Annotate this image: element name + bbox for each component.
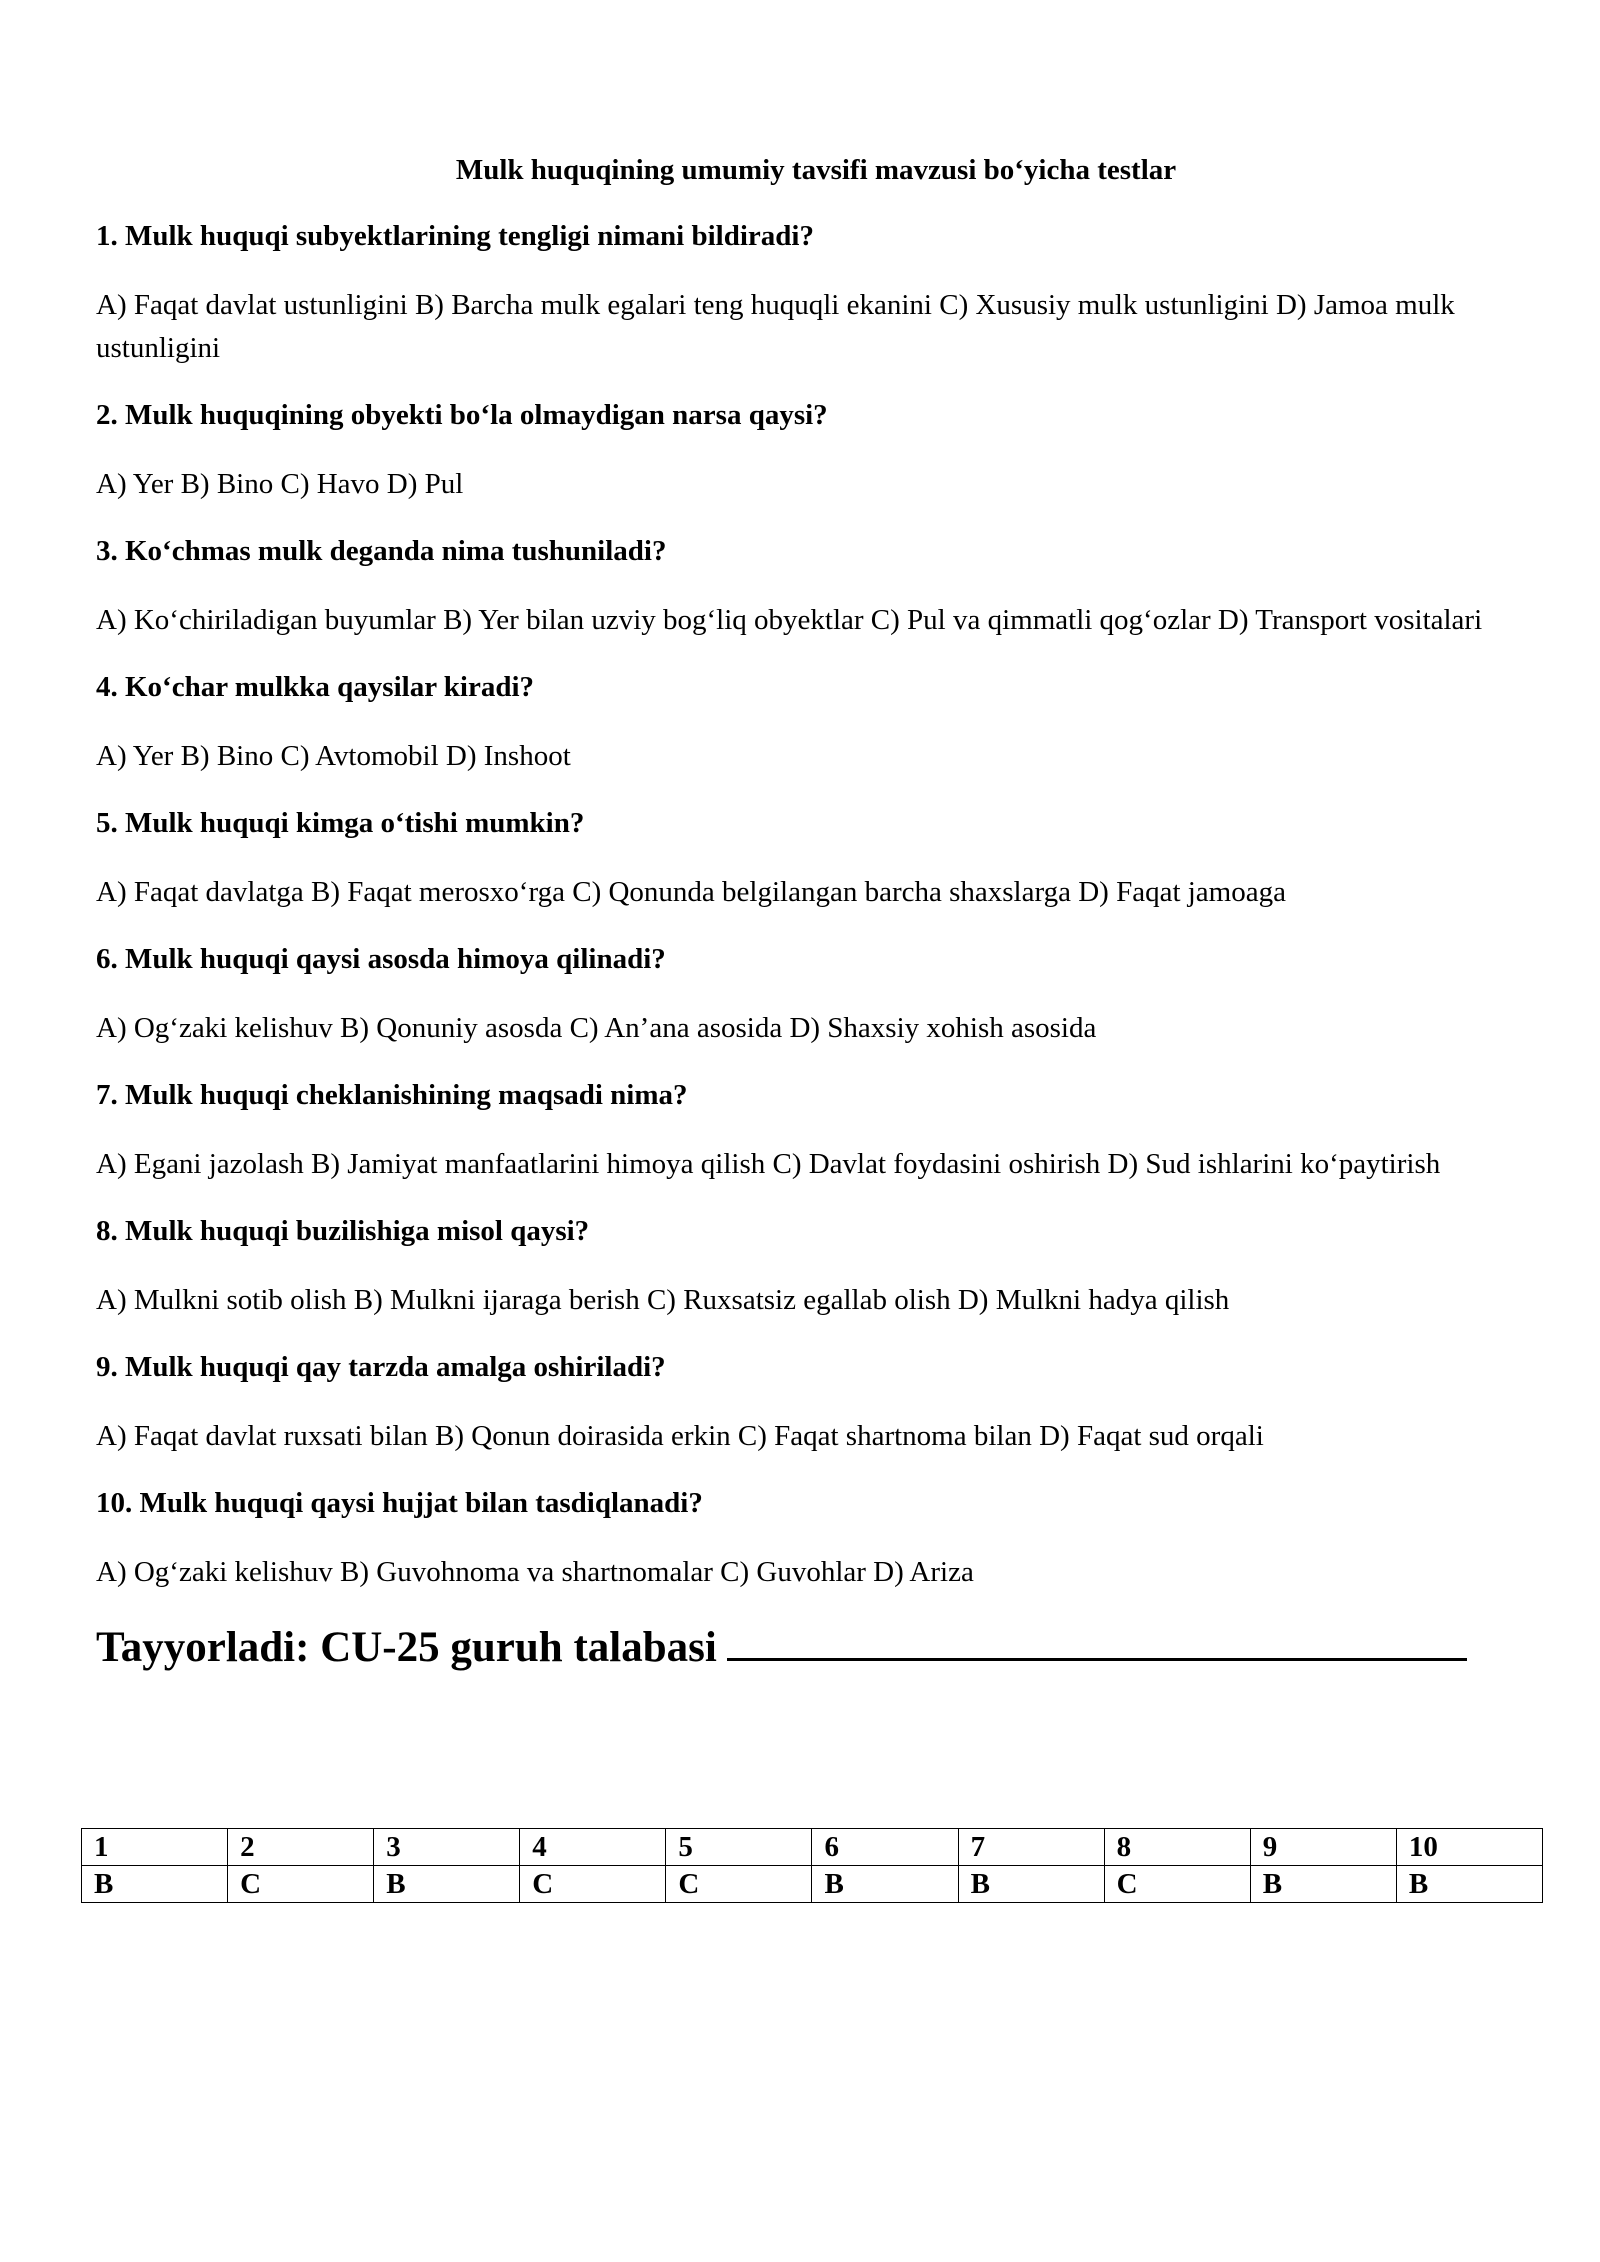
question-6: 6. Mulk huquqi qaysi asosda himoya qilinadi? [96,943,666,975]
answer-letter-cell: B [1250,1866,1396,1903]
options-10: A) Og‘zaki kelishuv B) Guvohnoma va shartnomalar C) Guvohlar D) Ariza [96,1556,974,1588]
signature-line [96,1619,1536,1677]
answer-letter-cell: C [228,1866,374,1903]
options-7: A) Egani jazolash B) Jamiyat manfaatlarini himoya qilish C) Davlat foydasini oshirish D) Sud ishlarini ko‘paytirish [96,1148,1441,1180]
answer-number-cell: 4 [520,1829,666,1866]
document-page [96,150,1536,1695]
page-title: Mulk huquqining umumiy tavsifi mavzusi bo‘yicha testlar [455,154,1177,186]
answer-letter-cell: B [812,1866,958,1903]
answer-letter-cell: B [958,1866,1104,1903]
signature-label: Tayyorladi: CU-25 guruh talabasi [96,1624,717,1671]
answer-number-cell: 5 [666,1829,812,1866]
answer-letter-cell: B [82,1866,228,1903]
answer-letter-cell: C [1104,1866,1250,1903]
options-3: A) Ko‘chiriladigan buyumlar B) Yer bilan uzviy bog‘liq obyektlar C) Pul va qimmatli qog‘ozlar D) Transport vositalari [96,604,1483,636]
question-9: 9. Mulk huquqi qay tarzda amalga oshiriladi? [96,1351,666,1383]
options-9: A) Faqat davlat ruxsati bilan B) Qonun doirasida erkin C) Faqat shartnoma bilan D) Faqat sud orqali [96,1420,1264,1452]
answer-number-cell: 9 [1250,1829,1396,1866]
signature-blank [727,1624,1467,1661]
question-7: 7. Mulk huquqi cheklanishining maqsadi nima? [96,1079,688,1111]
options-4: A) Yer B) Bino C) Avtomobil D) Inshoot [96,740,571,772]
answer-number-cell: 7 [958,1829,1104,1866]
answer-number-cell: 6 [812,1829,958,1866]
answer-key-numbers-row [82,1829,1543,1866]
question-4: 4. Ko‘char mulkka qaysilar kiradi? [96,671,535,703]
question-5: 5. Mulk huquqi kimga o‘tishi mumkin? [96,807,585,839]
answer-number-cell: 10 [1396,1829,1542,1866]
question-2: 2. Mulk huquqining obyekti bo‘la olmaydigan narsa qaysi? [96,399,828,431]
options-8: A) Mulkni sotib olish B) Mulkni ijaraga berish C) Ruxsatsiz egallab olish D) Mulkni hadya qilish [96,1284,1230,1316]
answer-letter-cell: B [374,1866,520,1903]
answer-number-cell: 8 [1104,1829,1250,1866]
answer-letter-cell: C [666,1866,812,1903]
question-10: 10. Mulk huquqi qaysi hujjat bilan tasdiqlanadi? [96,1487,703,1519]
answer-number-cell: 2 [228,1829,374,1866]
answer-number-cell: 3 [374,1829,520,1866]
options-1: A) Faqat davlat ustunligini B) Barcha mulk egalari teng huquqli ekanini C) Xususiy mulk ustunligini D) Jamoa mulk ustunligini [96,289,1455,364]
options-6: A) Og‘zaki kelishuv B) Qonuniy asosda C) An’ana asosida D) Shaxsiy xohish asosida [96,1012,1097,1044]
answer-key-table [81,1828,1543,1903]
question-1: 1. Mulk huquqi subyektlarining tengligi nimani bildiradi? [96,220,814,252]
answer-number-cell: 1 [82,1829,228,1866]
answer-letter-cell: C [520,1866,666,1903]
options-5: A) Faqat davlatga B) Faqat merosxo‘rga C) Qonunda belgilangan barcha shaxslarga D) Faqat jamoaga [96,876,1286,908]
question-8: 8. Mulk huquqi buzilishiga misol qaysi? [96,1215,590,1247]
answer-letter-cell: B [1396,1866,1542,1903]
answer-key-answers-row [82,1866,1543,1903]
question-3: 3. Ko‘chmas mulk deganda nima tushuniladi? [96,535,667,567]
options-2: A) Yer B) Bino C) Havo D) Pul [96,468,464,500]
